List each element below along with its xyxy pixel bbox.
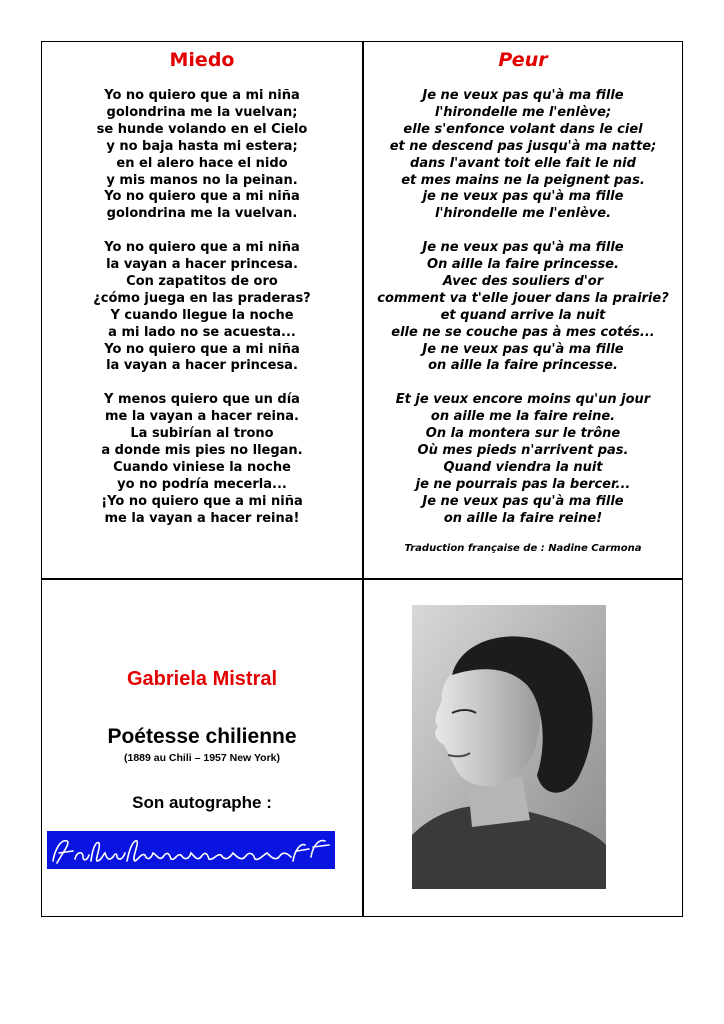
portrait-cell [363,579,683,917]
poem-line: Où mes pieds n'arrivent pas. [417,443,629,458]
poem-line: l'hirondelle me l'enlève. [434,206,612,222]
poem-line: Cuando viniese la noche [113,459,291,475]
author-dates: (1889 au Chili – 1957 New York) [123,752,281,764]
signature-scribble-icon [47,831,335,869]
poem-line: Je ne veux pas qu'à ma fille [422,240,624,256]
poem-sheet [41,41,683,917]
poem-line: la vayan a hacer princesa. [106,257,298,273]
stanza [42,88,362,223]
poem-line: golondrina me la vuelvan. [106,206,298,222]
poem-line: y mis manos no la peinan. [106,172,298,188]
poem-line: dans l'avant toit elle fait le nid [410,155,636,171]
translation-credit: Traduction française de : Nadine Carmona [404,543,642,554]
poem-line: Yo no quiero que a mi niña [104,240,300,256]
poem-line: me la vayan a hacer reina. [105,409,299,425]
poem-line: a donde mis pies no llegan. [101,443,303,458]
poem-line: Y cuando llegue la noche [110,307,294,323]
portrait-image-icon [412,605,606,889]
poem-line: Con zapatitos de oro [126,273,278,289]
poem-line: la vayan a hacer princesa. [106,358,298,374]
poem-line: me la vayan a hacer reina! [104,510,300,526]
poem-line: comment va t'elle jouer dans la prairie? [377,290,669,306]
stanza [363,392,683,527]
stanza [42,240,362,375]
poem-line: l'hirondelle me l'enlève; [434,104,612,120]
poem-line: Yo no quiero que a mi niña [104,341,300,357]
spanish-poem-title: Miedo [169,49,235,71]
poem-line: Yo no quiero que a mi niña [104,88,300,103]
poem-line: Avec des souliers d'or [442,273,604,289]
stanza [42,392,362,527]
poem-line: Je ne veux pas qu'à ma fille [422,88,624,103]
french-poem-cell [363,42,683,578]
poem-line: elle ne se couche pas à mes cotés... [391,324,655,340]
poem-line: et mes mains ne la peignent pas. [401,172,645,188]
poem-line: yo no podría mecerla... [117,476,287,492]
poem-line: On aille la faire princesse. [427,257,619,273]
autograph-signature [47,831,335,869]
author-cell [42,579,362,917]
stanza [363,88,683,223]
poem-line: en el alero hace el nido [116,155,288,171]
author-portrait-photo [412,605,606,889]
poem-line: Je ne veux pas qu'à ma fille [422,493,624,509]
autograph-label: Son autographe : [132,793,272,812]
author-role: Poétesse chilienne [107,725,297,748]
poem-line: Yo no quiero que a mi niña [104,189,300,205]
stanza [363,240,683,375]
poem-line: elle s'enfonce volant dans le ciel [403,121,643,137]
poem-line: on aille la faire reine! [443,510,603,526]
poem-line: on aille la faire princesse. [428,358,618,374]
author-name: Gabriela Mistral [126,668,278,690]
french-poem-title: Peur [498,49,548,71]
poem-line: ¿cómo juega en las praderas? [93,290,311,306]
poem-line: La subirían al trono [130,426,274,442]
poem-line: je ne veux pas qu'à ma fille [422,189,624,205]
spanish-poem-text [42,88,362,544]
poem-line: se hunde volando en el Cielo [96,121,308,137]
poem-line: y no baja hasta mi estera; [106,138,298,154]
poem-line: ¡Yo no quiero que a mi niña [101,493,303,509]
poem-line: Et je veux encore moins qu'un jour [395,392,651,408]
poem-line: Y menos quiero que un día [104,392,300,408]
poem-line: a mi lado no se acuesta... [108,324,296,340]
poem-line: et quand arrive la nuit [440,307,606,323]
poem-line: golondrina me la vuelvan; [106,104,298,120]
poem-line: Je ne veux pas qu'à ma fille [422,341,624,357]
poem-line: Quand viendra la nuit [443,459,603,475]
poem-line: On la montera sur le trône [425,426,621,442]
poem-line: on aille me la faire reine. [430,409,616,425]
french-poem-text [363,88,683,544]
spanish-poem-cell [42,42,362,578]
poem-line: et ne descend pas jusqu'à ma natte; [389,138,657,154]
poem-line: je ne pourrais pas la bercer... [415,476,631,492]
